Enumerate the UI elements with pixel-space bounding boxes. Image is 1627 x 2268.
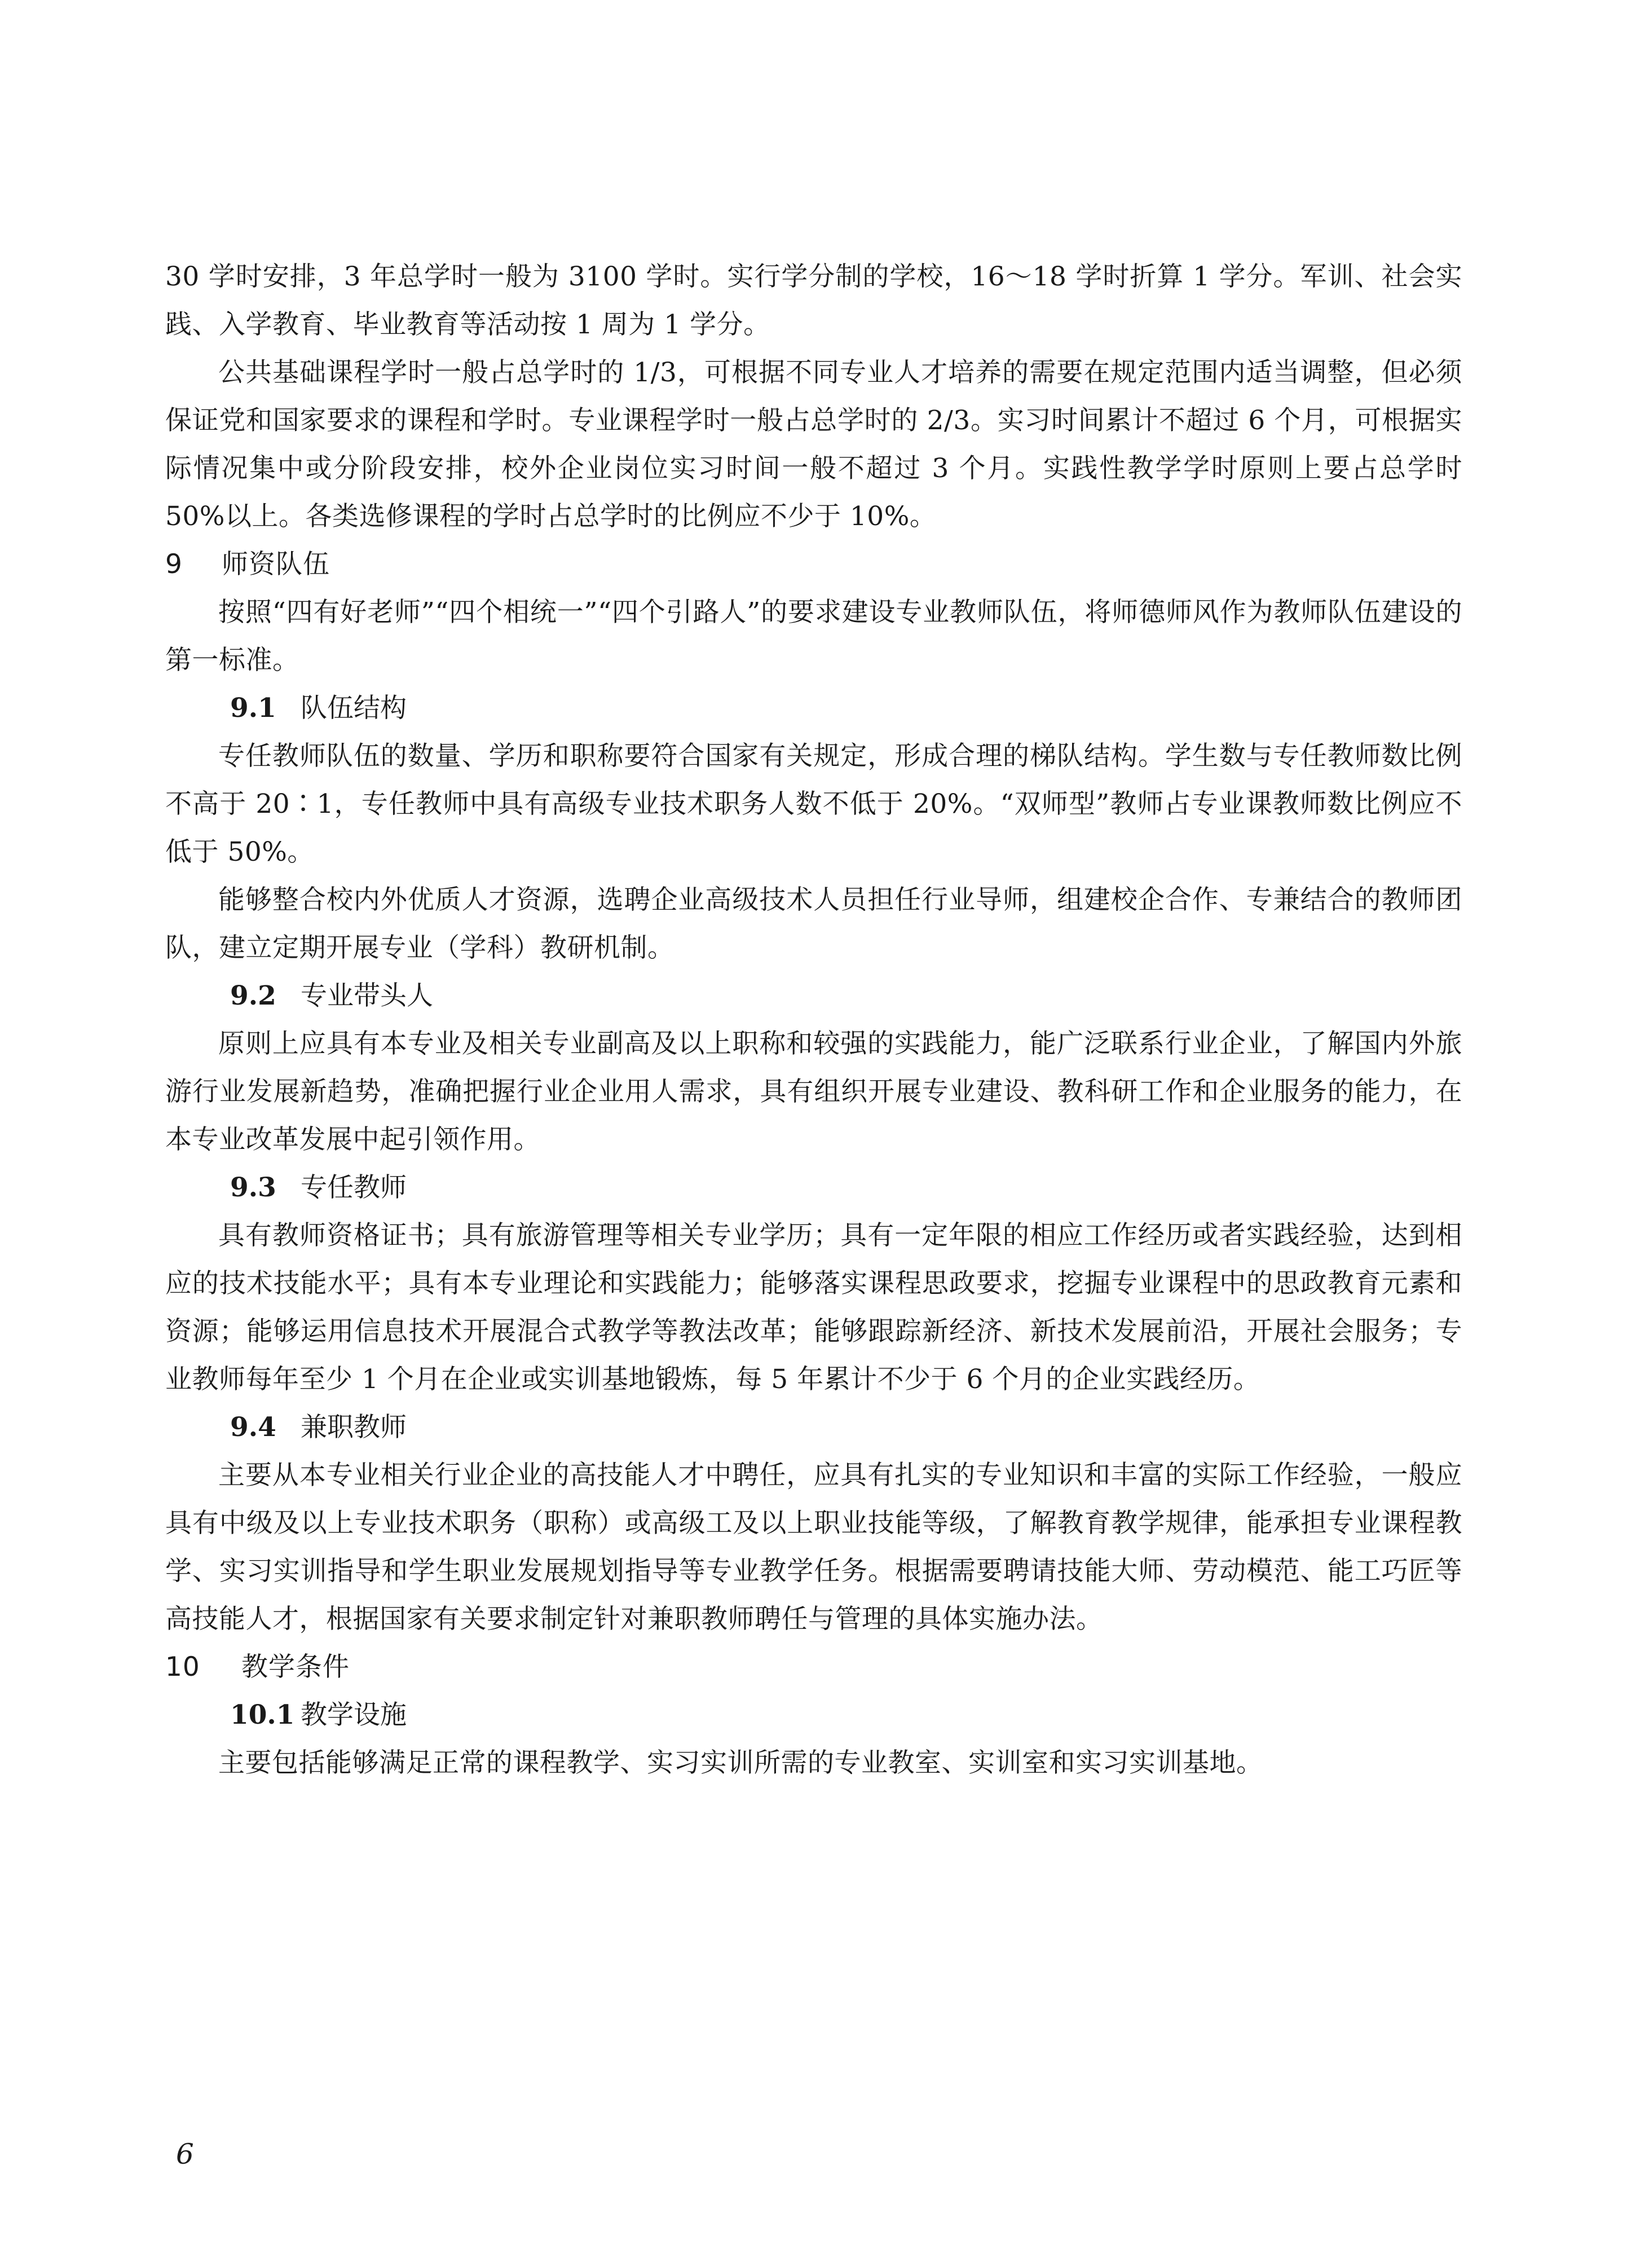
section-title: 教学设施 (301, 1699, 407, 1730)
page-content (165, 253, 1462, 1787)
chapter-10-heading (165, 1643, 1462, 1691)
section-9-3-heading (165, 1164, 1462, 1212)
chapter-title: 教学条件 (241, 1652, 350, 1683)
section-title: 队伍结构 (301, 693, 407, 724)
section-9-4-heading (165, 1403, 1462, 1451)
chapter-9-heading (165, 540, 1462, 588)
section-title: 兼职教师 (301, 1412, 407, 1443)
chapter-title: 师资队伍 (222, 549, 330, 580)
section-10-1-heading (165, 1691, 1462, 1739)
page-number: 6 (176, 2138, 194, 2170)
section-9-2-heading (165, 972, 1462, 1020)
section-title: 专任教师 (301, 1172, 407, 1203)
section-10-1-paragraph-1: 主要包括能够满足正常的课程教学、实习实训所需的专业教室、实训室和实习实训基地。 (218, 1747, 1263, 1778)
chapter-number: 10 (165, 1652, 200, 1683)
intro-paragraph-2: 公共基础课程学时一般占总学时的 1/3，可根据不同专业人才培养的需要在规定范围内适当调整，但必须保证党和国家要求的课程和学时。专业课程学时一般占总学时的 2/3。实习时间累计不超过 6 个月，可根据实际情况集中或分阶段安排，校外企业岗位实习时间一般不超过 3 个月。实践性教学学时原则上要占总学时 50%以上。各类选修课程的学时占总学时的比例应不少于 10%。 (165, 357, 1462, 532)
section-number: 9.3 (230, 1172, 276, 1203)
chapter-number: 9 (165, 549, 183, 580)
section-9-2-paragraph-1: 原则上应具有本专业及相关专业副高及以上职称和较强的实践能力，能广泛联系行业企业，了解国内外旅游行业发展新趋势，准确把握行业企业用人需求，具有组织开展专业建设、教科研工作和企业服务的能力，在本专业改革发展中起引领作用。 (165, 1028, 1462, 1155)
section-9-1-heading (165, 684, 1462, 732)
section-title: 专业带头人 (301, 980, 433, 1011)
section-number: 9.2 (230, 980, 276, 1011)
section-number: 9.4 (230, 1412, 276, 1443)
section-9-1-paragraph-1: 专任教师队伍的数量、学历和职称要符合国家有关规定，形成合理的梯队结构。学生数与专任教师数比例不高于 20∶1，专任教师中具有高级专业技术职务人数不低于 20%。“双师型”教师占专业课教师数比例应不低于 50%。 (165, 741, 1462, 867)
section-9-4-paragraph-1: 主要从本专业相关行业企业的高技能人才中聘任，应具有扎实的专业知识和丰富的实际工作经验，一般应具有中级及以上专业技术职务（职称）或高级工及以上职业技能等级，了解教育教学规律，能承担专业课程教学、实习实训指导和学生职业发展规划指导等专业教学任务。根据需要聘请技能大师、劳动模范、能工巧匠等高技能人才，根据国家有关要求制定针对兼职教师聘任与管理的具体实施办法。 (165, 1460, 1462, 1635)
section-9-3-paragraph-1: 具有教师资格证书；具有旅游管理等相关专业学历；具有一定年限的相应工作经历或者实践经验，达到相应的技术技能水平；具有本专业理论和实践能力；能够落实课程思政要求，挖掘专业课程中的思政教育元素和资源；能够运用信息技术开展混合式教学等教法改革；能够跟踪新经济、新技术发展前沿，开展社会服务；专业教师每年至少 1 个月在企业或实训基地锻炼，每 5 年累计不少于 6 个月的企业实践经历。 (165, 1220, 1462, 1395)
chapter-9-intro: 按照“四有好老师”“四个相统一”“四个引路人”的要求建设专业教师队伍，将师德师风作为教师队伍建设的第一标准。 (165, 597, 1462, 676)
section-number: 9.1 (230, 693, 276, 724)
section-9-1-paragraph-2: 能够整合校内外优质人才资源，选聘企业高级技术人员担任行业导师，组建校企合作、专兼结合的教师团队，建立定期开展专业（学科）教研机制。 (165, 884, 1462, 963)
section-number: 10.1 (230, 1699, 295, 1730)
intro-paragraph-1: 30 学时安排，3 年总学时一般为 3100 学时。实行学分制的学校，16～18 学时折算 1 学分。军训、社会实践、入学教育、毕业教育等活动按 1 周为 1 学分。 (165, 261, 1462, 340)
